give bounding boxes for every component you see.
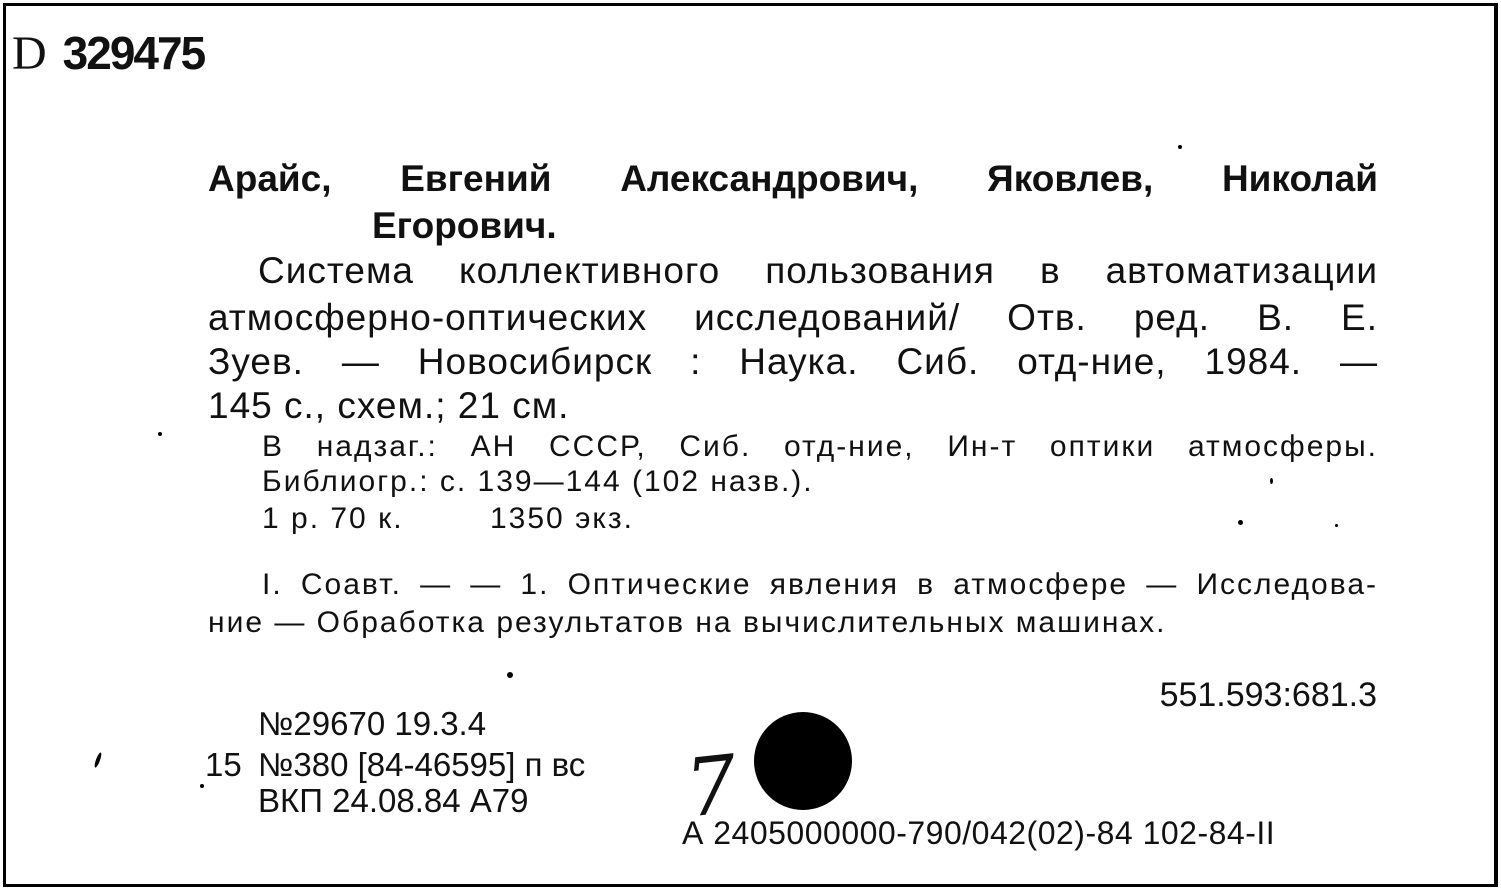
notes-line-1: В надзаг.: АН СССР, Сиб. отд-ние, Ин-т оптики атмосферы. (262, 430, 1378, 463)
classification-code: А 2405000000-790/042(02)-84 102-84-II (682, 815, 1276, 851)
speck (507, 672, 513, 678)
speck (1238, 520, 1243, 525)
notes-line-2: Библиогр.: с. 139—144 (102 назв.). (262, 465, 814, 498)
order-number-15: 15 (205, 746, 242, 783)
order-line-3: ВКП 24.08.84 А79 (258, 782, 529, 819)
title-line-3: Зуев. — Новосибирск : Наука. Сиб. отд-ние, 1984. — (208, 341, 1378, 382)
call-number-value: 329475 (62, 27, 205, 79)
speck (200, 784, 204, 788)
author-word: Александрович, (620, 158, 919, 199)
order-line-1: №29670 19.3.4 (258, 705, 487, 742)
call-number (12, 26, 204, 81)
tracings-line-2: ние — Обработка результатов на вычислительных машинах. (208, 606, 1167, 639)
speck (1270, 478, 1273, 484)
handwritten-mark: 7 (681, 737, 742, 836)
author-line-2: Егорович. (372, 205, 557, 246)
copies: 1350 экз. (490, 502, 634, 535)
author-word: Евгений (400, 158, 552, 199)
author-word: Арайс, (208, 158, 332, 199)
speck (1178, 145, 1182, 149)
price: 1 р. 70 к. (262, 502, 404, 535)
author-word: Николай (1221, 158, 1378, 199)
author-line-1 (208, 158, 1378, 200)
author-word: Яковлев, (987, 158, 1154, 199)
udc-code: 551.593:681.3 (1159, 676, 1377, 714)
speck (1335, 524, 1338, 527)
call-number-prefix: D (12, 27, 45, 80)
speck (158, 432, 162, 436)
order-line-2: №380 [84-46595] п вс (258, 746, 586, 783)
tracings-line-1: I. Соавт. — — 1. Оптические явления в атмосфере — Исследова- (262, 568, 1378, 601)
title-line-4: 145 с., схем.; 21 см. (208, 385, 570, 426)
title-line-2: атмосферно-оптических исследований/ Отв. ред. В. Е. (208, 297, 1378, 338)
title-line-1: Система коллективного пользования в автоматизации (258, 250, 1378, 291)
punch-hole-dot (754, 712, 852, 810)
